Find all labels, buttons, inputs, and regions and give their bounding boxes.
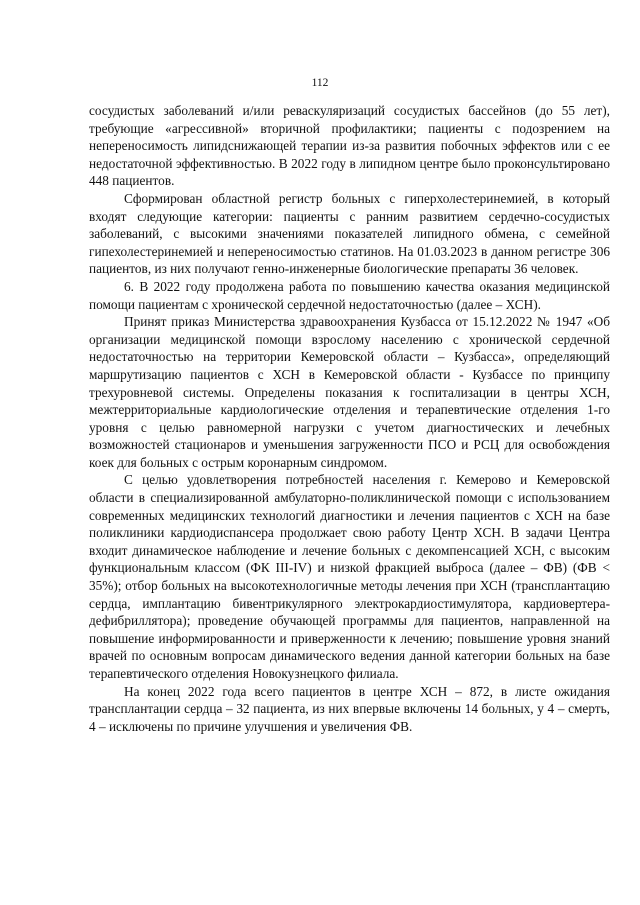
paragraph-heart-failure-center: С целью удовлетворения потребностей населения г. Кемерово и Кемеровской области в специализированной амбулаторно-поликлинической помощи с использованием современных медицинских технологий диагностики и лечения пациентов с ХСН на базе поликлиники кардиодиспансера продолжает свою работу Центр ХСН. В задачи Центра входит динамическое наблюдение и лечение больных с декомпенсацией ХСН, с высоким функциональным классом (ФК III-IV) и низкой фракцией выброса (далее – ФВ) (ФВ < 35%); отбор больных на высокотехнологичные методы лечения при ХСН (трансплантацию сердца, имплантацию бивентрикулярного электрокардиостимулятора, кардиовертера-дефибриллятора); проведение обучающей программы для пациентов, направленной на повышение информированности и приверженности к лечению; повышение уровня знаний врачей по основным вопросам динамического ведения данной категории больных на базе терапевтического отделения Новокузнецкого филиала. [89, 472, 610, 681]
body-text [89, 102, 610, 735]
paragraph-ministry-order: Принят приказ Министерства здравоохранения Кузбасса от 15.12.2022 № 1947 «Об организации медицинской помощи взрослому населению с хронической сердечной недостаточностью на территории Кемеровской области – Кузбасса», определяющий маршрутизацию пациентов с ХСН в Кемеровской области - Кузбассе по принципу трехуровневой системы. Определены показания к госпитализации в центры ХСН, межтерриториальные кардиологические отделения и терапевтические отделения 1-го уровня с целью равномерной нагрузки с учетом диагностических и лечебных возможностей стационаров и уменьшения загруженности ПСО и РСЦ для освобождения коек для больных с острым коронарным синдромом. [89, 314, 610, 470]
paragraph-heart-failure-intro: 6. В 2022 году продолжена работа по повышению качества оказания медицинской помощи пациентам с хронической сердечной недостаточностью (далее – ХСН). [89, 278, 610, 312]
page-number: 112 [311, 77, 329, 89]
paragraph-hypercholesterolemia-registry: Сформирован областной регистр больных с гиперхолестеринемией, в который входят следующие категории: пациенты с ранним развитием сердечно-сосудистых заболеваний, с высокими значениями показателей липидного обмена, с семейной гипехолестеринемией и непереносимостью статинов. На 01.03.2023 в данном регистре 306 пациентов, из них получают генно-инженерные биологические препараты 36 человек. [89, 190, 610, 277]
paragraph-lipid-center: сосудистых заболеваний и/или реваскуляризаций сосудистых бассейнов (до 55 лет), требующие «агрессивной» вторичной профилактики; пациенты с подозрением на непереносимость липидснижающей терапии из-за развития побочных эффектов или с ее недостаточной эффективностью. В 2022 году в липидном центре было проконсультировано 448 пациентов. [89, 103, 610, 189]
paragraph-year-end-statistics: На конец 2022 года всего пациентов в центре ХСН – 872, в листе ожидания трансплантации сердца – 32 пациента, из них впервые включены 14 больных, у 4 – смерть, 4 – исключены по причине улучшения и увеличения ФВ. [89, 683, 610, 734]
